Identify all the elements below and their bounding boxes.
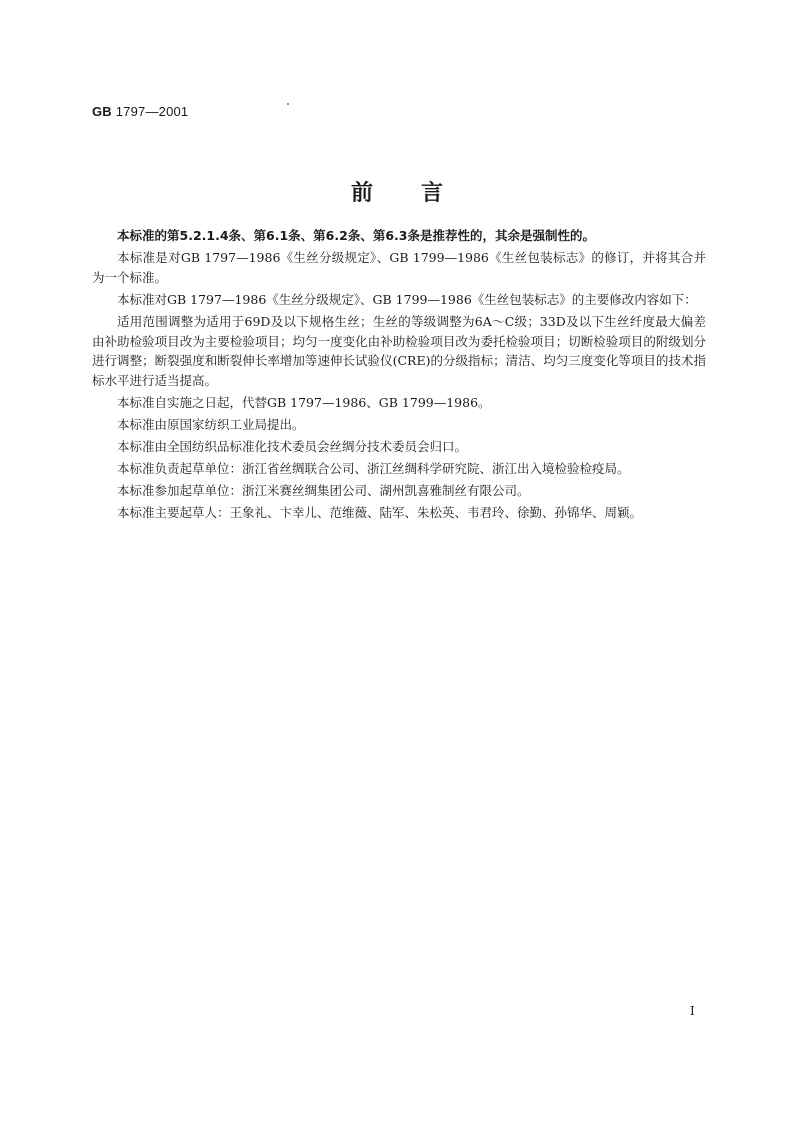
paragraph-proposed-by: 本标准由原国家纺织工业局提出。 (117, 417, 305, 433)
scan-speck (287, 103, 289, 105)
paragraph-revision-note: 本标准是对GB 1797—1986《生丝分级规定》、GB 1799—1986《生丝包装标志》的修订，并将其合并为一个标准。 (92, 249, 706, 285)
paragraph-normative-statement: 本标准的第5.2.1.4条、第6.1条、第6.2条、第6.3条是推荐性的，其余是强制性的。 (117, 228, 595, 243)
foreword-body (92, 226, 706, 525)
page-number: I (690, 1004, 695, 1018)
standard-code-header (92, 104, 188, 119)
paragraph-drafting-participants: 本标准参加起草单位：浙江米赛丝绸集团公司、湖州凯喜雅制丝有限公司。 (117, 483, 530, 499)
paragraph-changes-detail: 适用范围调整为适用于69D及以下规格生丝；生丝的等级调整为6A～C级；33D及以下生丝纤度最大偏差由补助检验项目改为主要检验项目；均匀一度变化由补助检验项目改为委托检验项目；切断检验项目的附级划分进行调整；断裂强度和断裂伸长率增加等速伸长试验仪(CRE)的分级指标；清洁、均匀三度变化等项目的技术指标水平进行适当提高。 (92, 313, 706, 389)
paragraph-drafting-lead: 本标准负责起草单位：浙江省丝绸联合公司、浙江丝绸科学研究院、浙江出入境检验检疫局。 (117, 461, 630, 477)
paragraph-changes-intro: 本标准对GB 1797—1986《生丝分级规定》、GB 1799—1986《生丝包装标志》的主要修改内容如下： (117, 291, 697, 307)
page-title: 前言 (350, 181, 491, 206)
standard-prefix: GB (92, 104, 112, 119)
standard-number: 1797—2001 (111, 104, 189, 119)
paragraph-main-drafters: 本标准主要起草人：王象礼、卞幸儿、范维薇、陆军、朱松英、韦君玲、徐勤、孙锦华、周颖。 (117, 505, 643, 521)
paragraph-under-jurisdiction: 本标准由全国纺织品标准化技术委员会丝绸分技术委员会归口。 (117, 439, 468, 455)
paragraph-replaces: 本标准自实施之日起，代替GB 1797—1986、GB 1799—1986。 (117, 395, 491, 411)
